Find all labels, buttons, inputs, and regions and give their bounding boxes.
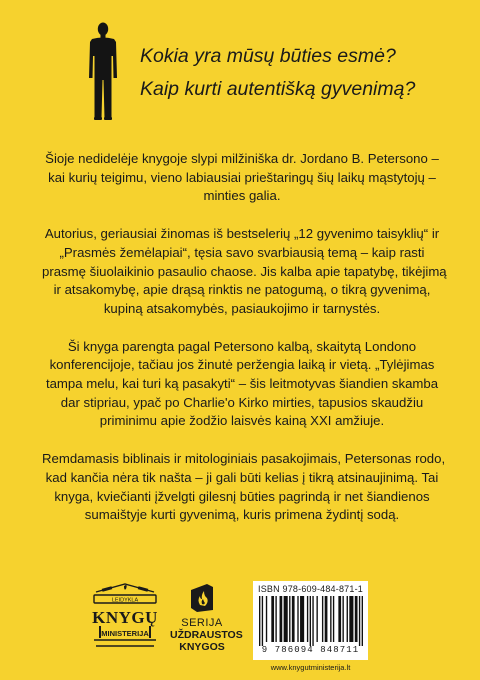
text-line: knyga, kviečianti įžvelgti gilesnį būties pagrindą ir net šiandienos xyxy=(54,488,430,504)
paragraph-2 xyxy=(42,225,447,319)
text-line: prasmę šiuolaikinio pasaulio chaose. Jis kalba apie tapatybę, tikėjimą xyxy=(42,263,447,279)
barcode-bar xyxy=(310,596,311,646)
paragraph-3 xyxy=(42,338,442,432)
paragraph-4 xyxy=(42,450,446,525)
barcode-bar xyxy=(271,596,274,642)
barcode-bar xyxy=(333,596,334,642)
barcode-digits: 9 786094 848711 xyxy=(261,645,360,655)
text-line: kupiną atsakomybės, pasiaukojimo ir tarnystės. xyxy=(103,300,381,316)
series-name-line1: UŽDRAUSTOS xyxy=(170,629,243,641)
text-line: kai kurių teigimu, vieno labiausiai prieštaringų šių laikų mąstytojų – xyxy=(48,169,436,185)
barcode-bar xyxy=(342,596,343,642)
barcode-bar xyxy=(338,596,341,642)
description xyxy=(42,150,447,544)
barcode-bar xyxy=(284,596,288,642)
barcode-bar xyxy=(355,596,358,642)
barcode-bar xyxy=(300,596,304,642)
barcode-bar xyxy=(359,596,360,646)
barcode-bar xyxy=(330,596,331,642)
text-line: ir atsakomybę, apie drąsą rinktis ne patogumą, o tikrą gyvenimą, xyxy=(53,282,431,298)
text-line: tampa melu, kai turi ką pasakyti“ – šis leitmotyvas šiandien skamba xyxy=(45,376,439,392)
barcode-bar xyxy=(307,596,308,642)
headline xyxy=(140,40,460,106)
barcode-bar xyxy=(259,596,260,646)
text-line: konferencijoje, tačiau jos žinutė peržengia laiką ir vietą. „Tylėjimas xyxy=(49,357,435,373)
burning-book-icon xyxy=(187,578,217,612)
text-line: Šioje nedidelėje knygoje slypi milžiniška dr. Jordano B. Petersono – xyxy=(45,151,439,166)
logo-top-text: LEIDYKLA xyxy=(111,597,139,604)
man-silhouette-icon xyxy=(86,22,120,122)
publisher-website: www.knygutministerija.lt xyxy=(270,663,351,672)
barcode-bar xyxy=(275,596,276,642)
series-badge xyxy=(170,578,243,653)
barcode-bar xyxy=(316,596,317,642)
barcode-bar xyxy=(280,596,283,642)
series-label: SERIJA xyxy=(181,617,223,629)
barcode-bar xyxy=(292,596,295,642)
text-line: Ši knyga parengta pagal Petersono kalbą, skaitytą Londono xyxy=(67,338,417,354)
barcode-bar xyxy=(362,596,363,646)
headline-line: Kokia yra mūsų būties esmė? xyxy=(140,45,396,67)
series-name-line2: KNYGOS xyxy=(179,641,225,653)
logo-subname-text: MINISTERIJA xyxy=(101,629,149,638)
paragraph-1 xyxy=(42,150,442,206)
text-line: „Prasmės žemėlapiai“, tęsia savo svarbiausią temą – kaip rasti xyxy=(59,244,425,260)
text-line: Remdamasis biblinais ir mitologiniais pasakojimais, Petersonas rodo, xyxy=(42,451,446,467)
barcode-bar xyxy=(322,596,323,642)
logo-name-text: KNYGŲ xyxy=(92,608,158,627)
text-line: dar stipriau, ypač po Charlie'o Kirko mirties, tapusios skaudžiu xyxy=(60,394,424,410)
publisher-logo xyxy=(88,582,162,658)
text-line: kad kančia nėra tik našta – ji gali būti kelias į tikrą atsinaujinimą. Tai xyxy=(45,469,439,485)
barcode-panel xyxy=(253,581,368,660)
text-line: minties galia. xyxy=(203,188,281,204)
text-line: priminimu apie žodžio laisvės kainą XXI amžiuje. xyxy=(99,413,385,429)
barcode-bar xyxy=(297,596,298,642)
barcode-bars xyxy=(259,596,363,646)
barcode-bar xyxy=(349,596,353,642)
barcode-bar xyxy=(266,596,267,642)
isbn-text: ISBN 978-609-484-871-1 xyxy=(258,584,363,594)
barcode-bar xyxy=(289,596,290,642)
text-line: sumaištyje kurti gyvenimą, kuris primena žydintį sodą. xyxy=(84,507,400,523)
barcode-bar xyxy=(312,596,313,646)
barcode-bar xyxy=(347,596,348,642)
barcode-bar xyxy=(262,596,263,646)
barcode-bar xyxy=(325,596,328,642)
headline-line: Kaip kurti autentišką gyvenimą? xyxy=(140,78,416,100)
text-line: Autorius, geriausiai žinomas iš bestselerių „12 gyvenimo taisyklių“ ir xyxy=(44,226,440,242)
